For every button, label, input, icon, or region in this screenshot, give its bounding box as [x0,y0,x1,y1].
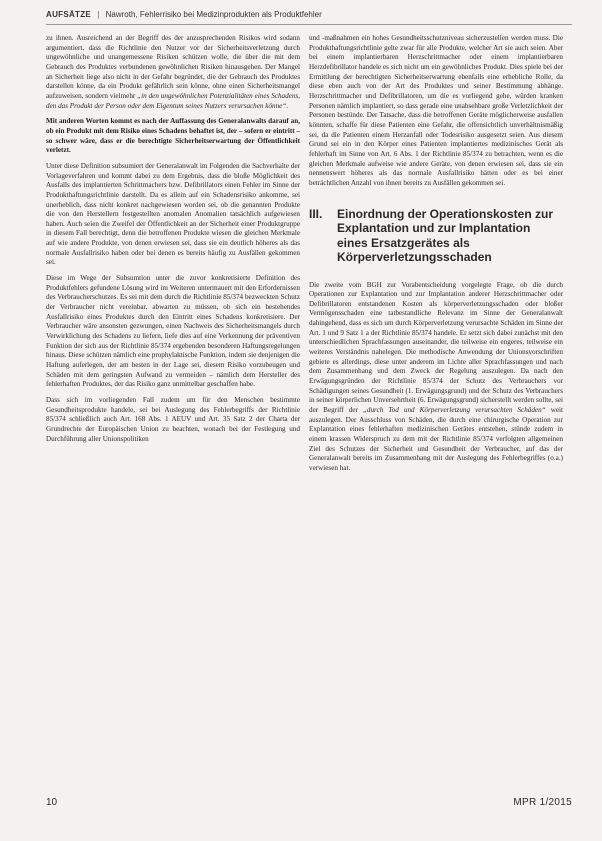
paragraph-text: . [286,101,289,110]
header-separator: | [97,10,100,19]
paragraph [309,281,563,474]
paragraph [46,34,300,111]
paragraph: Unter diese Definition subsumiert der Generalanwalt im Folgenden die Sachverhalte der Vorlageverfahren und kommt dabei zu dem Ergebnis, dass die bloße Möglichkeit des Ausfalls des implantierten Schrittmachers bzw. Defibrillators einen Fehler im Sinne der Produkthaftungsrichtlinie darstellt. Da es allein auf ein Schadensrisiko ankomme, sei unerheblich, dass nicht konkret nachgewiesen worden sei, ob die genannten Produkte die von den Herstellern festgestellten anomalen Anomalien tatsächlich aufgewiesen haben. Auch seien die Zweifel der Öffentlichkeit an der Sicherheit einer Produktgruppe in diesem Fall berechtigt, denn die betroffenen Produkte wiesen die gleichen Merkmale auf wie andere Produkte, von denen erwiesen sei, dass sie ein deutlich höheres als das normale Ausfallrisiko haben oder bei denen es bereits häufig zu Ausfällen gekommen sei. [46,161,300,267]
paragraph-text: Die zweite vom BGH zur Vorabentscheidung vorgelegte Frage, ob die durch Operationen zur Explantation und zur Implantation anderer Herzschrittmacher oder Defibrillatoren entstandenen Kosten als körperverletzungsschaden oder bloßer Vermögensschaden eine tatbestandliche Relevanz im Sinne der Generalanwalt dahingehend, dass es sich um durch Körperverletzung verursachte Schäden im Sinne der Art. 1 und 9 Satz 1 a der Richtlinie 85/374 handele. Er setzt sich dabei zunächst mit den unterschiedlichen Sprachfassungen auseinander, die teilweise ein engeres, teilweise ein weiteres Verständnis nahelegen. Die methodische Anwendung der Unionsvorschriften gebiete es allerdings, diese unter anderem im Lichte aller Sprachfassungen und nach dem Zusammenhang und dem Zweck der Regelung auszulegen. Da nach den Erwägungsgründen der Richtlinie 85/374 der Schutz des Verbrauchers vor Schädigungen seines Gesundheit (1. Erwägungsgrund) und der Schutz des Verbrauchers in seiner körperlichen Unversehrtheit (6. Erwägungsgrund) sicherstellt werden sollte, sei der Begriff der [309,280,563,415]
italic-quote: „durch Tod und Körperverletzung verursachten Schäden“ [362,406,546,415]
journal-reference: MPR 1/2015 [513,797,572,808]
running-header [46,10,572,19]
paragraph: Dass sich im vorliegenden Fall zudem um für den Menschen bestimmte Gesundheitsprodukte handele, sei bei Auslegung des Fehlerbegriffs der Richtlinie 85/374 schließlich auch Art. 168 Abs. 1 AEUV und Art. 35 Satz 2 der Charta der Grundrechte der Europäischen Union zu beachten, wonach bei der Festlegung und Durchführung aller Unionspolitiken [46,395,300,443]
paragraph-text: zu ihnen. Ausreichend an der Begriff des der anzusprechenden Risikos wird sodann argumentiert, dass die Richtlinie den Nutzer vor der Sicherheitsverletzung durch ungewöhnliche und unangemessene Risiken schützen wolle, die über die mit dem Gebrauch des Produktes verbundenen gewöhnlichen Risiken hinausgehen. Der Mangel an Sicherheit liege also nicht in der Gefahr begründet, die der Gebrauch des Produktes darstellen könne, da ein Produkt gefährlich sein könne, ohne einen Sicherheitsmangel aufzuweisen, sondern vielmehr [46,34,300,100]
emphasized-paragraph: Mit anderen Worten kommt es nach der Auffassung des Generalanwalts darauf an, ob ein Produkt mit dem Risiko eines Schadens behaftet ist, der – sofern er eintritt – so schwer wäre, dass er die berechtigte Sicherheitserwartung der Öffentlichkeit verletzt. [46,117,300,155]
paragraph: und -maßnahmen ein hohes Gesundheitsschutzniveau sicherzustellen werden muss. Die Produkthaftungsrichtlinie gelte zwar für alle Produkte, welcher Art sie auch seien. Aber bei einem implantierbaren Herzschrittmacher oder einem implantierbaren Herzdefibrillator handele es sich nicht um ein gewöhnliches Produkt. Dies spiele bei der Ermittlung der berechtigten Sicherheitserwartung ebenfalls eine erhebliche Rolle, da diese eben auch von der Art des Produktes und seiner Bestimmung abhänge. Herzschrittmacher und Defibrillatoren, um die es vorliegend gehe, würden kranken Personen nämlich implantiert, so dass gerade eine unabsehbare große Verletzlichkeit der Personen bestünde. Der Tatsache, dass die betroffenen Geräte möglicherweise ausfallen könnten, schaffe für diese Patienten eine Gefahr, die offensichtlich unverhältnismäßig sei, da die Patienten einem Herzanfall oder Todesrisiko ausgesetzt seien. Aus diesem Grund sei ein in den Körper eines Patienten implantiertes medizinisches Gerät als fehlerhaft im Sinne von Art. 6 Abs. 1 der Richtlinie 85/374 zu betrachten, wenn es die gleichen Merkmale aufweise wie andere Geräte, von denen erwiesen sei, dass sie ein nennenswert höheres als das normale Ausfallrisiko hätten oder es bei einer beträchtlichen Anzahl von ihnen bereits zu Ausfällen gekommen sei. [309,34,563,187]
header-divider [46,24,572,25]
paragraph: Diese im Wege der Subsumtion unter die zuvor konkretisierte Definition des Produktfehlers gefundene Lösung wird im Weiteren untermauert mit den Erfordernissen des Verbraucherschutzes. Es sei mit dem durch die Richtlinie 85/374 bezweckten Schutz der Verbraucher nicht vereinbar, abwarten zu müssen, ob sich ein bestehendes Ausfallrisiko eines Produktes durch den Eintritt eines Schadens konkretisiere. Der Verbraucher wäre ansonsten gezwungen, einen Nachweis des Sicherheitsmangels durch Verwirklichung des Schadens zu liefern, liefe dies auf eine Verkennung der präventiven Funktion der sich aus der Richtlinie 85/374 ergebenden besonderen Haftungsregelungen hinaus. Diese schützen nämlich eine prophylaktische Funktion, indem sie denjenigen die Haftung auferlegen, der am besten in der Lage sei, diesem Risiko vorzubeugen und Schäden mit dem geringsten Aufwand zu vermeiden – nämlich dem Hersteller des fehlerhaften Produktes, der das Risiko ganz unmittelbar geschaffen habe. [46,274,300,389]
section-number: III. [309,206,323,221]
italic-quote: „in den ungewöhnlichen Potenzialitäten eines Schadens, den das Produkt der Person oder dem Eigentum seines Nutzers verursachen könne“ [46,91,300,110]
header-section: AUFSÄTZE [46,10,92,19]
paragraph-text: weit auszulegen. Der Ausschluss von Schäden, die durch eine chirurgische Operation zur Explantation eines fehlerhaften medizinischen Gerätes entstehen, stünde zudem in einem krassen Widerspruch zu dem mit der Richtlinie 85/374 verfolgten allgemeinen Ziel des Schutzes der Sicherheit und Gesundheit der Verbraucher, auf das der Generalanwalt bereits im Zusammenhang mit der Auslegung des Fehlerbegriffes (o.a.) verwiesen hat. [309,406,563,472]
section-title: Einordnung der Operationskosten zur Explantation und zur Implantation eines Ersatzgerätes als Körperverletzungsschaden [337,206,554,264]
left-column [46,34,300,450]
page-number: 10 [46,797,58,808]
right-column [309,34,563,480]
section-heading [309,207,563,265]
header-title: Nawroth, Fehlerrisiko bei Medizinprodukten als Produktfehler [105,10,322,19]
